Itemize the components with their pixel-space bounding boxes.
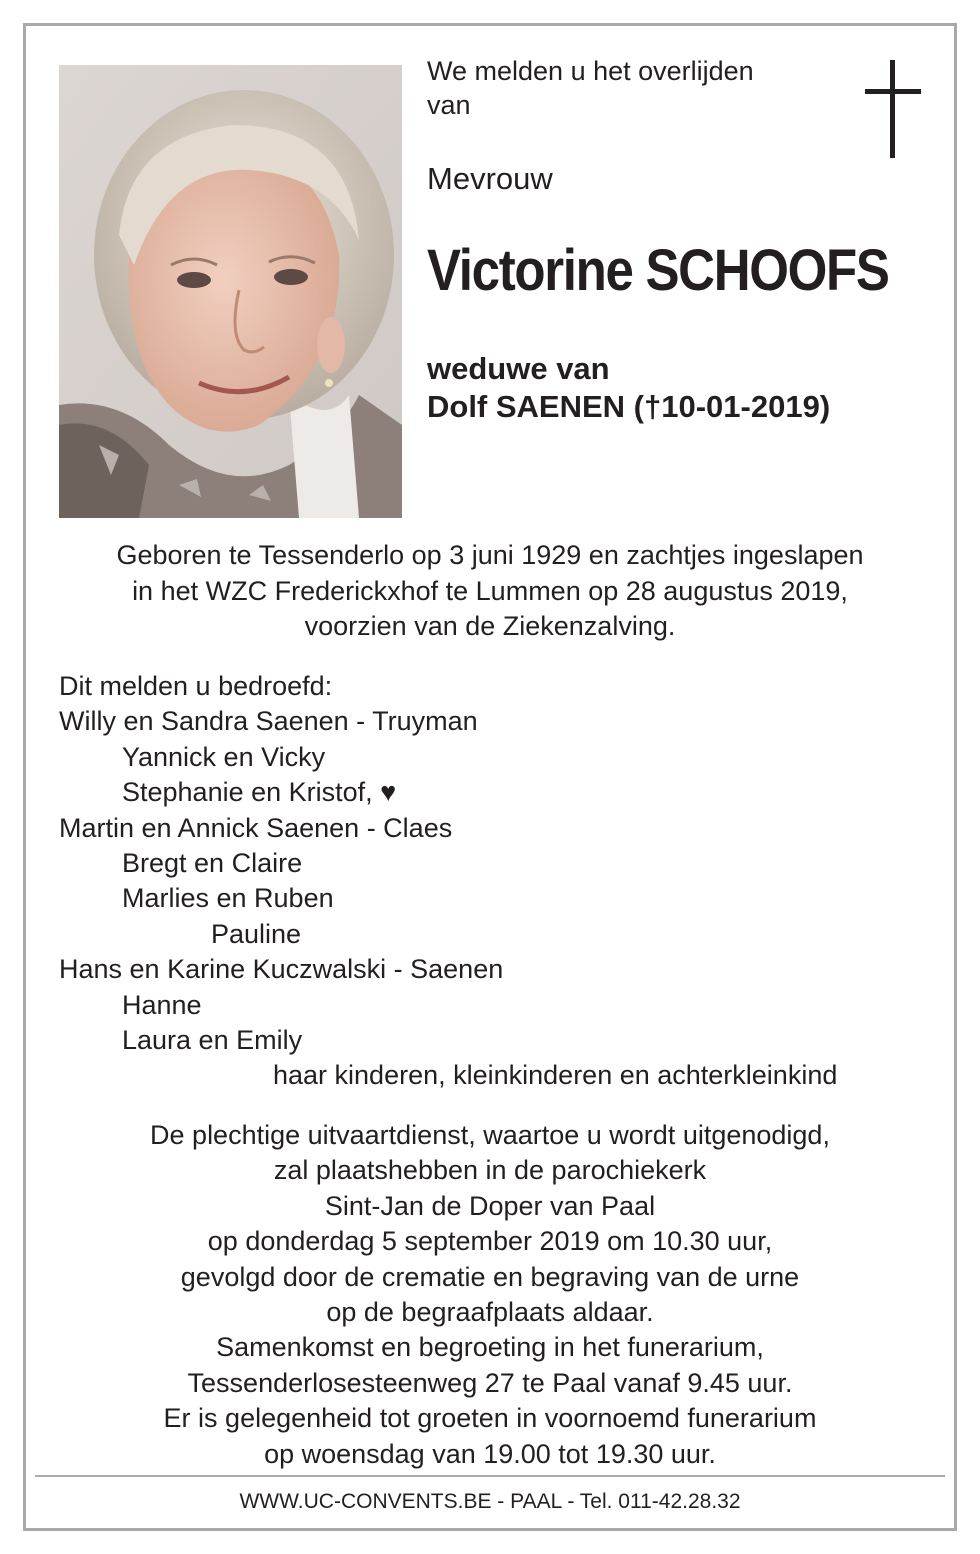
portrait-photo — [59, 65, 402, 518]
birth-line: voorzien van de Ziekenzalving. — [304, 611, 676, 641]
family-line: Pauline — [211, 918, 302, 949]
funeral-line: Sint-Jan de Doper van Paal — [324, 1190, 656, 1221]
funeral-line: zal plaatshebben in de parochiekerk — [273, 1155, 707, 1186]
family-line: Marlies en Ruben — [122, 883, 334, 914]
funeral-line: Er is gelegenheid tot groeten in voornoemd funerarium — [163, 1403, 817, 1434]
funeral-line: De plechtige uitvaartdienst, waartoe u wordt uitgenodigd, — [150, 1120, 830, 1150]
announcement-intro — [427, 54, 827, 122]
birth-line: in het WZC Frederickxhof te Lummen op 28 augustus 2019, — [132, 575, 848, 606]
family-line: Hans en Karine Kuczwalski - Saenen — [59, 954, 504, 985]
intro-line-1: We melden u het overlijden — [427, 56, 754, 86]
family-line: Bregt en Claire — [122, 848, 303, 879]
widow-line-1: weduwe van — [427, 351, 610, 386]
widow-info — [427, 350, 830, 426]
funeral-details — [40, 1118, 940, 1472]
intro-line-2: van — [427, 90, 471, 120]
funeral-line: Samenkomst en begroeting in het funerarium, — [216, 1332, 764, 1363]
family-intro: Dit melden u bedroefd: — [59, 671, 333, 701]
family-line: Yannick en Vicky — [122, 741, 326, 772]
birth-line: Geboren te Tessenderlo op 3 juni 1929 en zachtjes ingeslapen — [116, 540, 864, 570]
funeral-line: op donderdag 5 september 2019 om 10.30 uur, — [207, 1226, 773, 1257]
footer-divider — [35, 1475, 945, 1477]
birth-death-info — [40, 538, 940, 645]
funeral-line: op woensdag van 19.00 tot 19.30 uur. — [264, 1438, 716, 1469]
family-line: Laura en Emily — [122, 1025, 303, 1056]
family-line: Stephanie en Kristof, ♥ — [122, 777, 397, 808]
funeral-line: op de begraafplaats aldaar. — [326, 1297, 654, 1328]
funeral-line: gevolgd door de crematie en begraving van de urne — [180, 1261, 800, 1292]
funeral-line: Tessenderlosesteenweg 27 te Paal vanaf 9.45 uur. — [187, 1367, 793, 1398]
honorific: Mevrouw — [427, 161, 553, 196]
footer-contact: WWW.UC-CONVENTS.BE - PAAL - Tel. 011-42.28.32 — [239, 1490, 741, 1513]
latin-cross-icon — [862, 60, 924, 165]
portrait-illustration — [59, 65, 402, 518]
family-line: Hanne — [122, 989, 202, 1020]
family-line: Martin en Annick Saenen - Claes — [59, 812, 453, 843]
family-list — [59, 669, 929, 1094]
widow-line-2: Dolf SAENEN (†10-01-2019) — [427, 389, 831, 424]
family-line: Willy en Sandra Saenen - Truyman — [59, 706, 478, 737]
family-summary: haar kinderen, kleinkinderen en achterkleinkind — [273, 1060, 838, 1091]
deceased-name: Victorine SCHOOFS — [427, 238, 889, 303]
